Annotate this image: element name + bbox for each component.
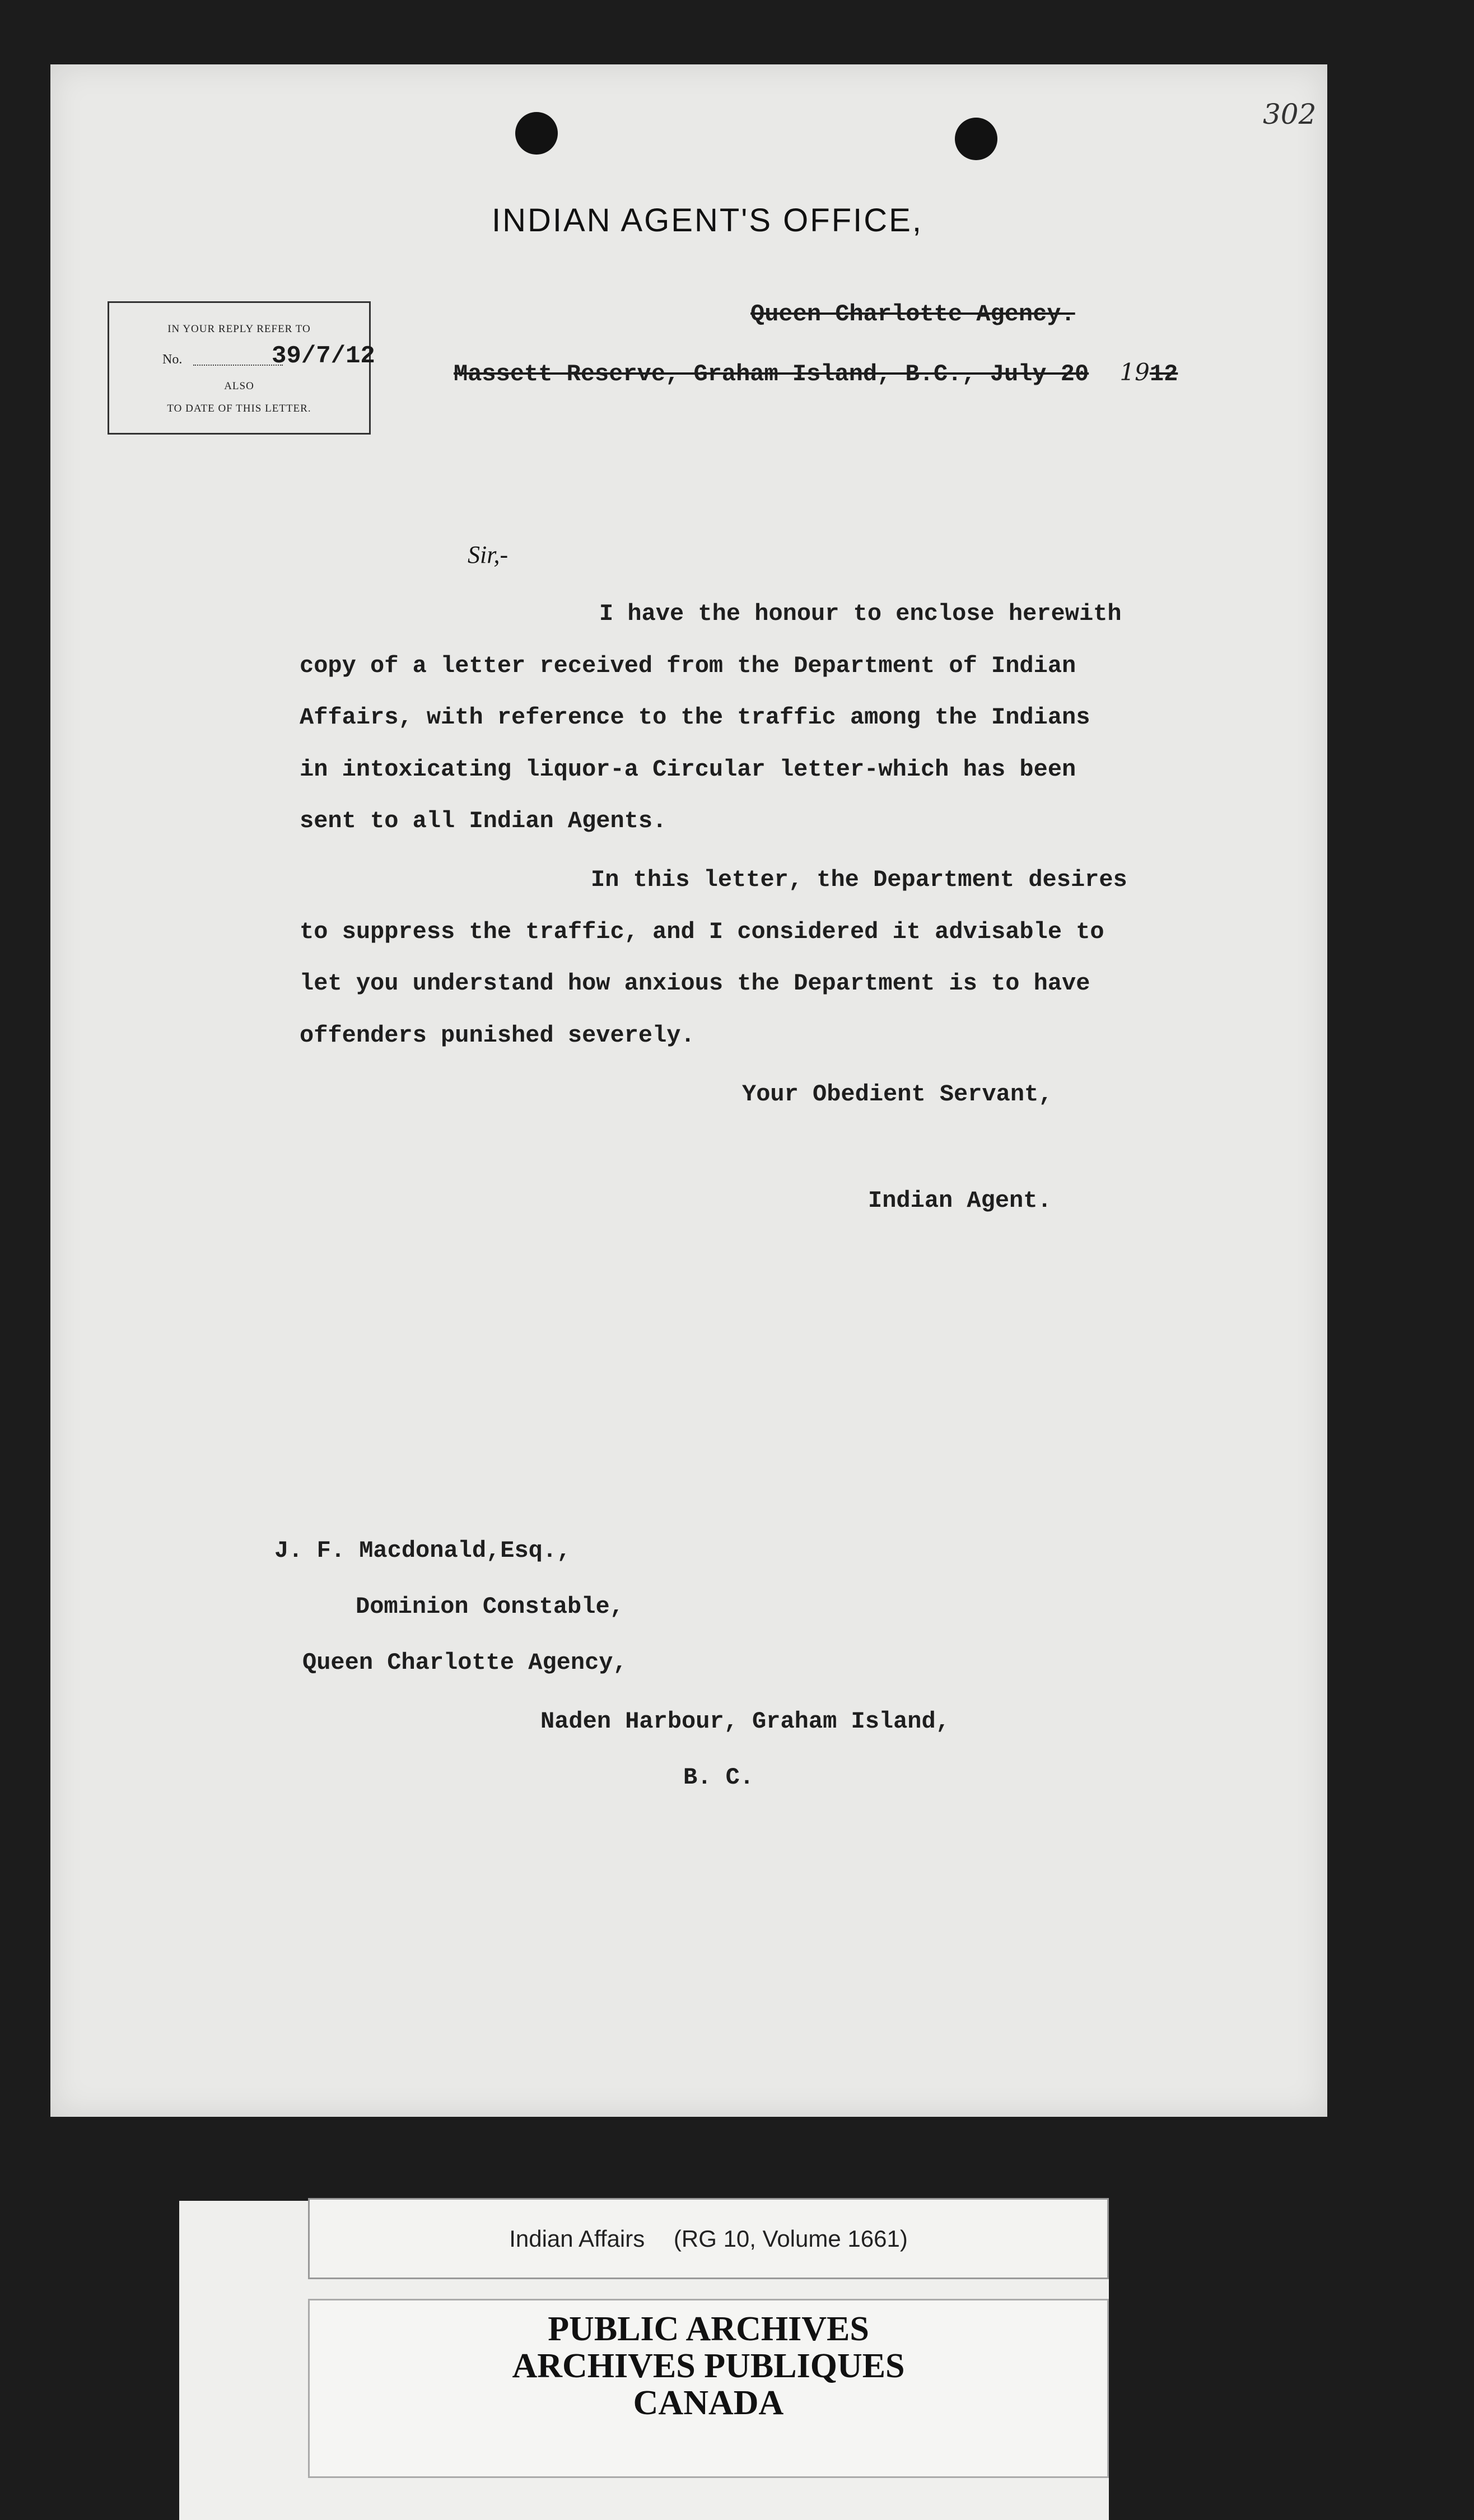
body-line-2: copy of a letter received from the Department of Indian [300, 652, 1076, 679]
body-line-4: in intoxicating liquor-a Circular letter-which has been [300, 756, 1076, 783]
reference-box [108, 301, 375, 435]
archive-reference-label [308, 2198, 1109, 2279]
body-line-9: offenders punished severely. [300, 1022, 695, 1049]
body-line-3: Affairs, with reference to the traffic among the Indians [300, 704, 1090, 731]
reference-box-also: ALSO [224, 380, 254, 392]
archive-line-3: CANADA [633, 2384, 784, 2422]
punch-hole-right [955, 118, 997, 160]
archive-line-2: ARCHIVES PUBLIQUES [512, 2347, 905, 2385]
archive-collection: Indian Affairs [509, 2225, 645, 2252]
body-line-8: let you understand how anxious the Department is to have [300, 970, 1090, 997]
signature-title: Indian Agent. [868, 1187, 1052, 1214]
reference-no-label: No. [162, 352, 183, 367]
archive-stamp [308, 2299, 1109, 2478]
addressee-name: J. F. Macdonald,Esq., [274, 1537, 571, 1564]
year-prefix: 19 [1120, 358, 1150, 386]
body-line-1: I have the honour to enclose herewith [599, 600, 1122, 627]
archive-reference: (RG 10, Volume 1661) [673, 2225, 908, 2252]
punch-hole-left [515, 112, 558, 155]
place-date-line [454, 358, 1178, 388]
addressee-agency: Queen Charlotte Agency, [302, 1649, 627, 1676]
body-line-7: to suppress the traffic, and I considered it advisable to [300, 918, 1104, 945]
addressee-title: Dominion Constable, [356, 1593, 624, 1620]
body-line-5: sent to all Indian Agents. [300, 808, 667, 834]
addressee-location: Naden Harbour, Graham Island, [540, 1708, 950, 1735]
reference-box-line1: IN YOUR REPLY REFER TO [167, 323, 311, 335]
addressee-province: B. C. [683, 1764, 754, 1791]
reference-box-line4: TO DATE OF THIS LETTER. [167, 403, 311, 414]
year-suffix: 12 [1149, 361, 1178, 388]
archive-line-1: PUBLIC ARCHIVES [548, 2310, 869, 2348]
agency-line: Queen Charlotte Agency. [750, 301, 1075, 328]
body-line-6: In this letter, the Department desires [591, 866, 1127, 893]
reference-no-rule [193, 365, 283, 366]
letterhead-title: INDIAN AGENT'S OFFICE, [492, 202, 923, 239]
salutation: Sir,- [468, 541, 509, 568]
place-date-text: Massett Reserve, Graham Island, B.C., July 20 [454, 361, 1089, 388]
reference-no-value: 39/7/12 [272, 342, 375, 370]
closing: Your Obedient Servant, [742, 1081, 1053, 1108]
page-number: 302 [1263, 98, 1317, 130]
